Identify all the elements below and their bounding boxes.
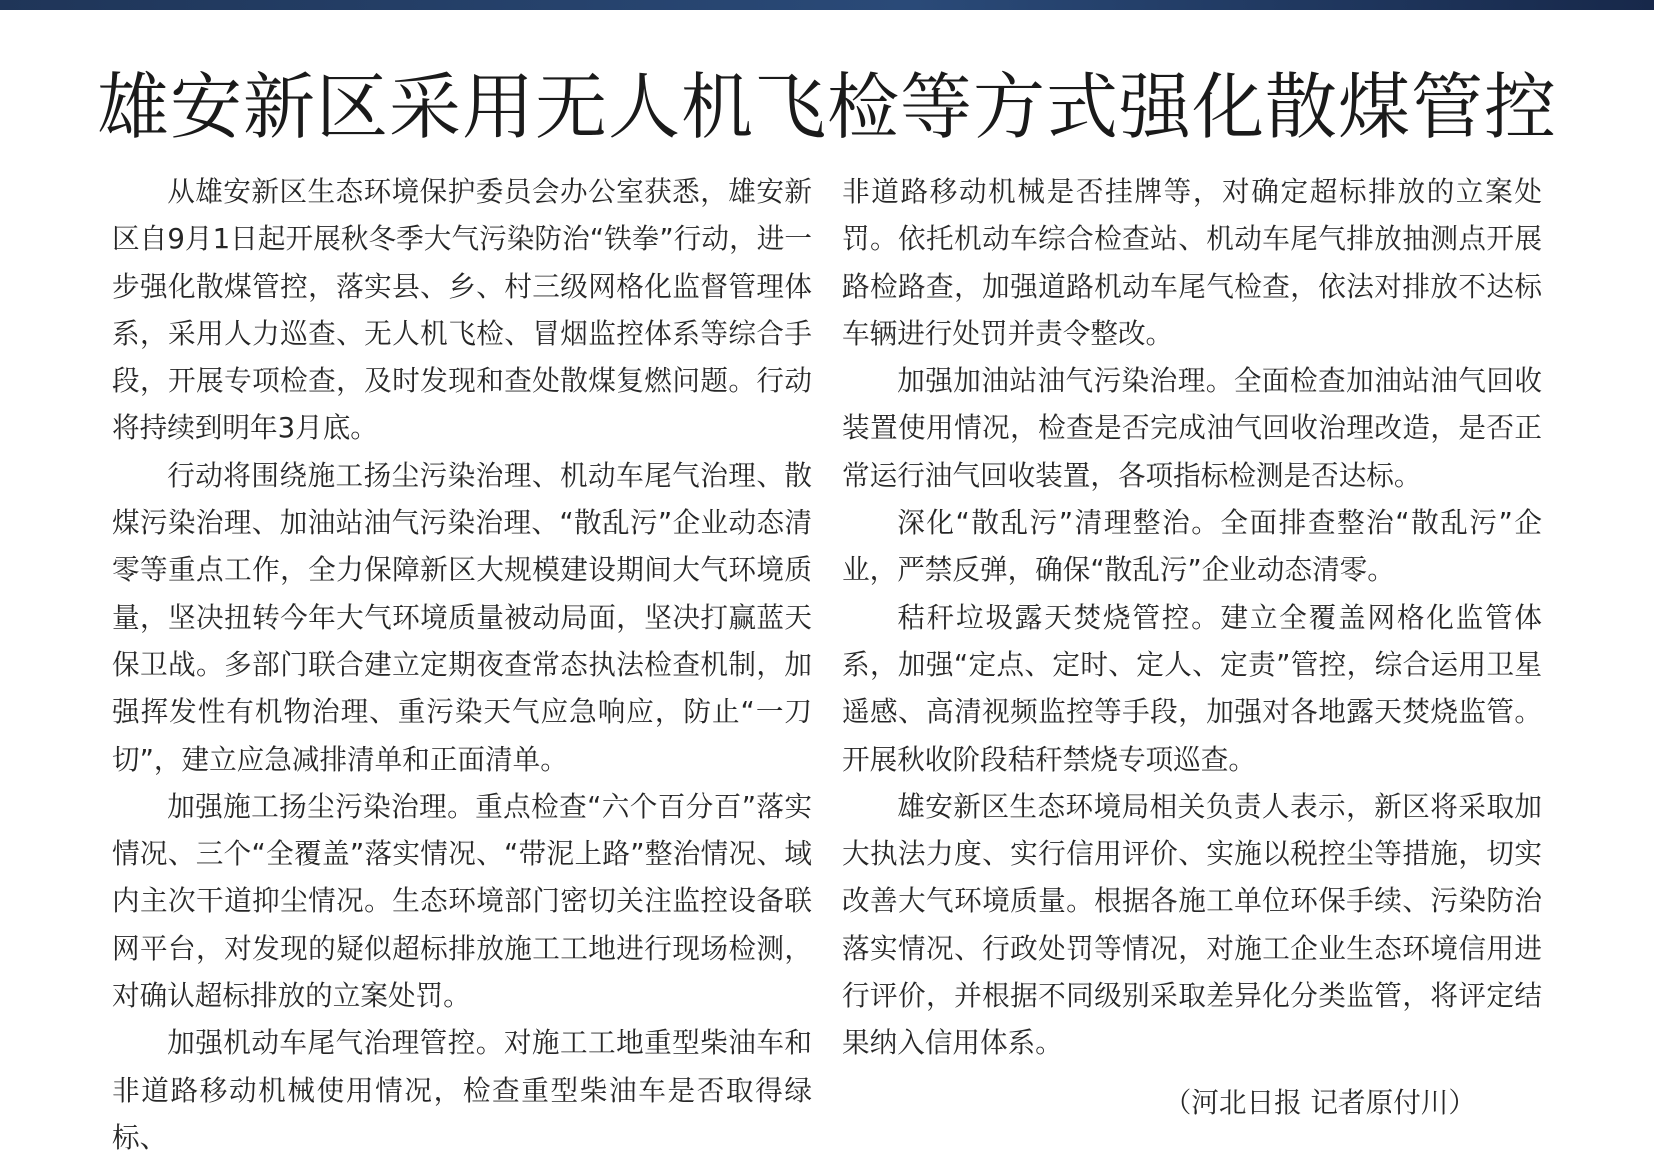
paragraph-focus-areas: 行动将围绕施工扬尘污染治理、机动车尾气治理、散煤污染治理、加油站油气污染治理、“散乱污”企业动态清零等重点工作，全力保障新区大规模建设期间大气环境质量，坚决扭转今年大气环境质量被动局面，坚决打赢蓝天保卫战。多部门联合建立定期夜查常态执法检查机制，加强挥发性有机物治理、重污染天气应急响应，防止“一刀切”，建立应急减排清单和正面清单。: [112, 458, 812, 776]
article-byline: （河北日报 记者原付川）: [1163, 1086, 1476, 1119]
left-column: [112, 168, 812, 1161]
paragraph-scattered-enterprises: 深化“散乱污”清理整治。全面排查整治“散乱污”企业，严禁反弹，确保“散乱污”企业动态清零。: [842, 506, 1542, 587]
paragraph-intro: 从雄安新区生态环境保护委员会办公室获悉，雄安新区自9月1日起开展秋冬季大气污染防治“铁拳”行动，进一步强化散煤管控，落实县、乡、村三级网格化监督管理体系，采用人力巡查、无人机飞检、冒烟监控体系等综合手段，开展专项检查，及时发现和查处散煤复燃问题。行动将持续到明年3月底。: [112, 175, 812, 445]
right-column: [842, 168, 1542, 1067]
paragraph-gas-station: 加强加油站油气污染治理。全面检查加油站油气回收装置使用情况，检查是否完成油气回收治理改造，是否正常运行油气回收装置，各项指标检测是否达标。: [842, 364, 1542, 492]
paragraph-vehicle-exhaust: 加强机动车尾气治理管控。对施工工地重型柴油车和非道路移动机械使用情况，检查重型柴油车是否取得绿标、: [112, 1026, 812, 1154]
paragraph-vehicle-exhaust-continued: 非道路移动机械是否挂牌等，对确定超标排放的立案处罚。依托机动车综合检查站、机动车尾气排放抽测点开展路检路查，加强道路机动车尾气检查，依法对排放不达标车辆进行处罚并责令整改。: [842, 175, 1542, 350]
article-headline: 雄安新区采用无人机飞检等方式强化散煤管控: [96, 65, 1557, 149]
top-banner-bar: [0, 0, 1654, 10]
paragraph-official-statement: 雄安新区生态环境局相关负责人表示，新区将采取加大执法力度、实行信用评价、实施以税控尘等措施，切实改善大气环境质量。根据各施工单位环保手续、污染防治落实情况、行政处罚等情况，对施工企业生态环境信用进行评价，并根据不同级别采取差异化分类监管，将评定结果纳入信用体系。: [842, 789, 1542, 1060]
paragraph-straw-burning: 秸秆垃圾露天焚烧管控。建立全覆盖网格化监管体系，加强“定点、定时、定人、定责”管控，综合运用卫星遥感、高清视频监控等手段，加强对各地露天焚烧监管。开展秋收阶段秸秆禁烧专项巡查。: [842, 600, 1542, 776]
paragraph-construction-dust: 加强施工扬尘污染治理。重点检查“六个百分百”落实情况、三个“全覆盖”落实情况、“带泥上路”整治情况、域内主次干道抑尘情况。生态环境部门密切关注监控设备联网平台，对发现的疑似超标排放施工工地进行现场检测，对确认超标排放的立案处罚。: [112, 789, 812, 1013]
